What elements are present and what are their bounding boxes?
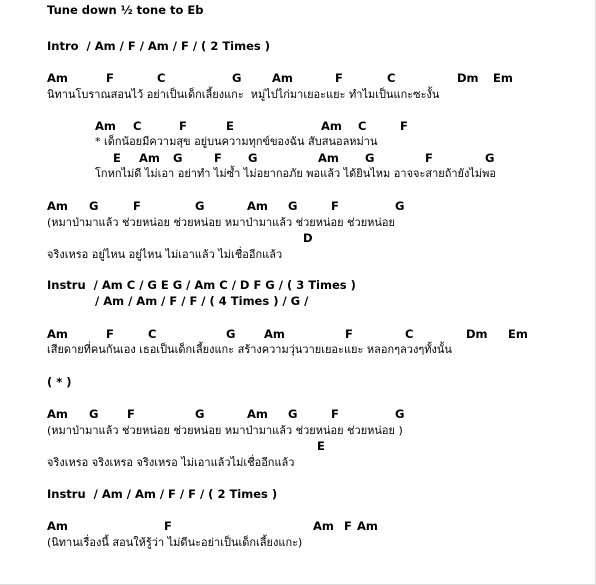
chord: F <box>179 119 187 133</box>
chord: G <box>226 327 236 341</box>
chord: Am <box>318 151 339 165</box>
chord: G <box>485 151 495 165</box>
hook2-end-chord: E <box>317 439 325 453</box>
chord: G <box>288 407 298 421</box>
chord: G <box>365 151 375 165</box>
chorus1-lyric: * เด็กน้อยมีความสุข อยู่บนความทุกข์ของฉัน สับสนอลหม่าน <box>95 135 378 148</box>
hook1-end-lyric: จริงเหรอ อยู่ไหน อยู่ไหน ไม่เอาแล้ว ไม่เชื่ออีกแล้ว <box>47 248 283 261</box>
chord: Am <box>357 519 378 533</box>
chord: G <box>89 407 99 421</box>
repeat-chorus-mark: ( * ) <box>47 375 72 389</box>
chord: F <box>344 519 352 533</box>
chord: G <box>288 199 298 213</box>
instrumental1-line1: Instru / Am C / G E G / Am C / D F G / ( 3 Times ) <box>47 278 356 292</box>
chord: F <box>331 407 339 421</box>
chord: Am <box>139 151 160 165</box>
chord: F <box>133 199 141 213</box>
chord: F <box>127 407 135 421</box>
chord: F <box>214 151 222 165</box>
chord: C <box>133 119 142 133</box>
hook1-end-chord: D <box>303 231 313 245</box>
chord: F <box>106 71 114 85</box>
chord: G <box>195 407 205 421</box>
chord: G <box>395 199 405 213</box>
chord: Am <box>47 519 68 533</box>
chord: Dm <box>457 71 479 85</box>
chord: G <box>89 199 99 213</box>
outro-lyric: (นิทานเรื่องนี้ สอนให้รู้ว่า ไม่ดีนะอย่าเป็นเด็กเลี้ยงแกะ) <box>47 536 303 549</box>
verse2-lyric: เสียดายที่คนกันเอง เธอเป็นเด็กเลี้ยงแกะ สร้างความวุ่นวายเยอะแยะ หลอกๆลวงๆทั้งนั้น <box>47 343 452 356</box>
instrumental2-line: Instru / Am / Am / F / F / ( 2 Times ) <box>47 487 278 501</box>
chord: Am <box>321 119 342 133</box>
chord: Am <box>47 327 68 341</box>
chord: F <box>164 519 172 533</box>
chord: F <box>345 327 353 341</box>
chord: C <box>148 327 157 341</box>
chord: G <box>173 151 183 165</box>
chord: E <box>226 119 234 133</box>
chord: Am <box>272 71 293 85</box>
chord: C <box>358 119 367 133</box>
chord: Am <box>47 407 68 421</box>
chord: E <box>113 151 121 165</box>
chord: C <box>387 71 396 85</box>
chord: G <box>248 151 258 165</box>
hook2-end-lyric: จริงเหรอ จริงเหรอ จริงเหรอ ไม่เอาแล้วไม่เชื่ออีกแล้ว <box>47 456 295 469</box>
chord: Am <box>95 119 116 133</box>
chord: C <box>405 327 414 341</box>
chord: F <box>425 151 433 165</box>
chord: F <box>106 327 114 341</box>
chord: Am <box>47 199 68 213</box>
hook2-lyric: (หมาป่ามาแล้ว ช่วยหน่อย ช่วยหน่อย หมาป่ามาแล้ว ช่วยหน่อย ช่วยหน่อย ) <box>47 424 403 437</box>
chord: F <box>331 199 339 213</box>
chord: G <box>195 199 205 213</box>
hook1-lyric: (หมาป่ามาแล้ว ช่วยหน่อย ช่วยหน่อย หมาป่ามาแล้ว ช่วยหน่อย ช่วยหน่อย <box>47 216 395 229</box>
instrumental1-line2: / Am / Am / F / F / ( 4 Times ) / G / <box>95 294 309 308</box>
chord: F <box>400 119 408 133</box>
chord: Am <box>247 407 268 421</box>
chord: G <box>395 407 405 421</box>
chord: Am <box>247 199 268 213</box>
chord: C <box>157 71 166 85</box>
chord: Dm <box>466 327 488 341</box>
chord: Am <box>313 519 334 533</box>
verse1-lyric: นิทานโบราณสอนไว้ อย่าเป็นเด็กเลี้ยงแกะ หมู่ไปไก่มาเยอะแยะ ทำไมเป็นแกะซะงั้น <box>47 88 440 101</box>
chord: G <box>232 71 242 85</box>
chord: Em <box>508 327 528 341</box>
tuning-note: Tune down ½ tone to Eb <box>47 3 204 17</box>
chord: Am <box>264 327 285 341</box>
chord: Am <box>47 71 68 85</box>
chord: F <box>335 71 343 85</box>
chorus2-lyric: โกหกไม่ดี ไม่เอา อย่าทำ ไม่ซ้ำ ไม่อยากอภัย พอแล้ว ได้ยินไหม อาจจะสายถ้ายังไม่พอ <box>95 167 497 180</box>
intro-line: Intro / Am / F / Am / F / ( 2 Times ) <box>47 39 270 53</box>
chord: Em <box>493 71 513 85</box>
